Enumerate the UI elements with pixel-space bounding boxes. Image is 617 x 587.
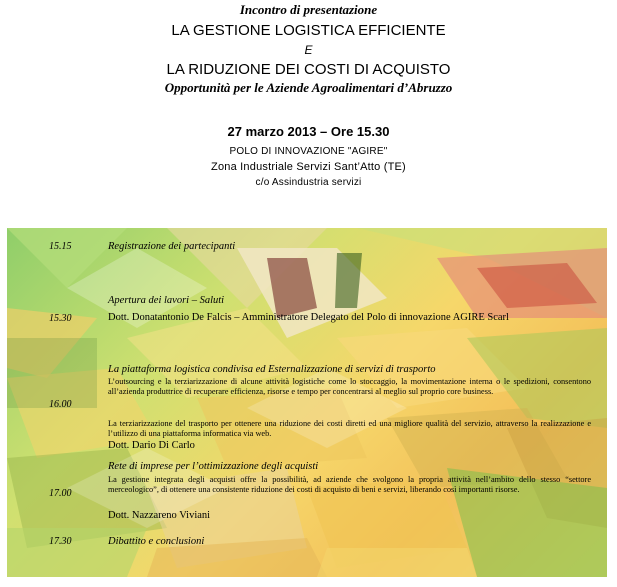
title-ampersand: E [304,43,313,57]
item-description-2: La terziarizzazione del trasporto per ottenere una riduzione dei costi diretti ed una migliore qualità del servizio, attraverso la realizzazione e l’utilizzo di una piattaforma informatica via web. [108,419,591,439]
item-time: 15.30 [49,313,72,324]
title-line-1: LA GESTIONE LOGISTICA EFFICIENTE [171,22,446,39]
location-line-2: Zona Industriale Servizi Sant’Atto (TE) [211,161,406,173]
item-title: Rete di imprese per l’ottimizzazione degli acquisti [108,461,319,472]
item-title: La piattaforma logistica condivisa ed Esternalizzazione di servizi di trasporto [108,364,436,375]
food-collage-background [7,228,607,577]
item-title: Apertura dei lavori – Saluti [108,295,225,306]
location-line-1: POLO DI INNOVAZIONE "AGIRE" [229,146,388,157]
item-title: Dibattito e conclusioni [108,536,205,547]
item-time: 17.00 [49,488,72,499]
item-time: 17.30 [49,536,72,547]
item-title: Registrazione dei partecipanti [108,241,236,252]
event-date: 27 marzo 2013 – Ore 15.30 [227,124,390,139]
intro-line: Incontro di presentazione [239,2,378,17]
program-panel [7,228,607,577]
subtitle: Opportunità per le Aziende Agroalimentari d’Abruzzo [164,80,453,95]
item-speaker: Dott. Donatantonio De Falcis – Amministratore Delegato del Polo di innovazione AGIRE Scarl [108,312,509,323]
title-line-2: LA RIDUZIONE DEI COSTI DI ACQUISTO [166,61,451,78]
item-time: 16.00 [49,399,72,410]
item-speaker: Dott. Dario Di Carlo [108,440,195,451]
location-line-3: c/o Assindustria servizi [255,177,362,188]
item-description-1: La gestione integrata degli acquisti offre la possibilità, ad aziende che svolgono la propria attività nell’ambito dello stesso “settore merceologico”, di ottenere una consistente riduzione dei costi di acquisto di beni e servizi, liberando così importanti risorse. [108,475,591,495]
item-description-1: L’outsourcing e la terziarizzazione di alcune attività logistiche come lo stoccaggio, la movimentazione interna o le spedizioni, consentono all’azienda produttrice di recuperare efficienza, risorse e tempo per concentrarsi al meglio sul proprio core business. [108,377,591,397]
item-speaker: Dott. Nazzareno Viviani [108,510,211,521]
item-time: 15.15 [49,241,72,252]
